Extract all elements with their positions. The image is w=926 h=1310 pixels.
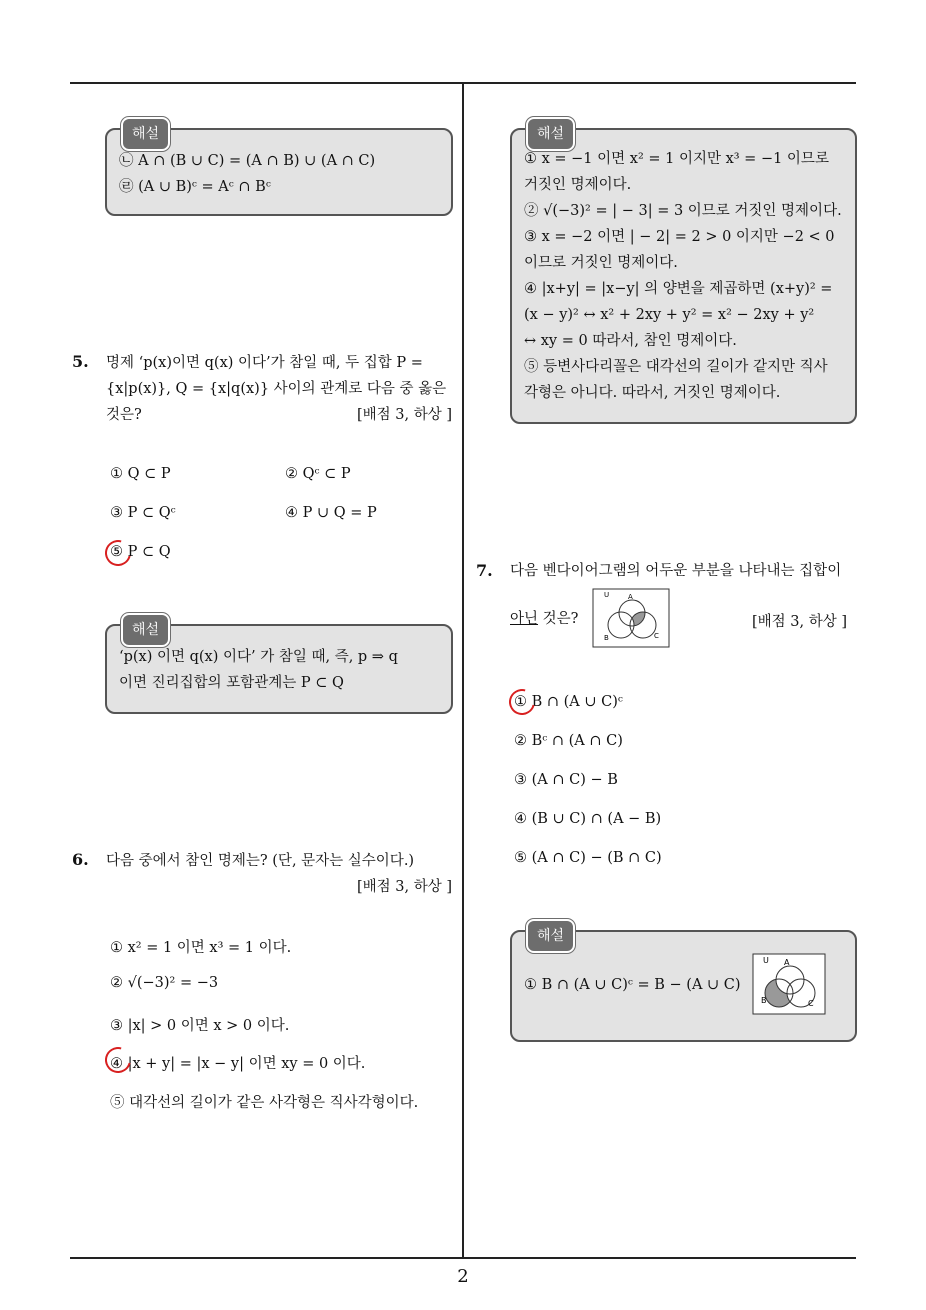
venn-label-u: U (604, 591, 610, 599)
explanation-box-4 (105, 128, 453, 216)
question-text-line2 (510, 606, 578, 632)
explanation-line: (x − y)² ↔ x² + 2xy + y² = x² − 2xy + y² (524, 307, 815, 323)
option-5[interactable]: ⑤ P ⊂ Q (110, 544, 171, 560)
venn-label-a: A (784, 958, 790, 967)
question-text (106, 848, 452, 900)
answer-mark (100, 535, 136, 571)
option-4[interactable]: ④ |x + y| = |x − y| 이면 xy = 0 이다. (110, 1056, 366, 1072)
explanation-line: ↔ xy = 0 따라서, 참인 명제이다. (524, 333, 737, 349)
option-1[interactable]: ① x² = 1 이면 x³ = 1 이다. (110, 940, 292, 956)
explanation-tag: 해설 (121, 613, 170, 647)
explanation-tag: 해설 (121, 117, 170, 151)
option-2[interactable]: ② √(−3)² = −3 (110, 975, 219, 991)
score-label: [배점 3, 하상 ] (356, 879, 452, 895)
underline-word: 아닌 (510, 611, 539, 627)
explanation-tag: 해설 (526, 919, 575, 953)
option-2[interactable]: ② Bᶜ ∩ (A ∩ C) (514, 733, 623, 749)
question-text (510, 558, 858, 584)
option-1[interactable]: ① Q ⊂ P (110, 466, 171, 482)
question-6-text: 다음 중에서 참인 명제는? (단, 문자는 실수이다.) (106, 853, 415, 869)
explanation-line: ② √(−3)² = | − 3| = 3 이므로 거짓인 명제이다. (524, 203, 842, 219)
question-7-text-end: 것은? (538, 611, 579, 627)
answer-mark (504, 684, 540, 720)
explanation-line: ① x = −1 이면 x² = 1 이지만 x³ = −1 이므로 (524, 151, 829, 167)
option-1[interactable]: ① B ∩ (A ∪ C)ᶜ (514, 694, 623, 710)
explanation-line: ㉣ (A ∪ B)ᶜ = Aᶜ ∩ Bᶜ (119, 179, 271, 195)
question-number: 5. (72, 352, 89, 371)
option-2[interactable]: ② Qᶜ ⊂ P (285, 466, 351, 482)
option-3[interactable]: ③ (A ∩ C) − B (514, 772, 618, 788)
venn-label-b: B (604, 634, 609, 642)
page-number: 2 (457, 1266, 469, 1287)
venn-diagram-answer (752, 953, 826, 1015)
venn-label-u: U (763, 956, 769, 965)
explanation-line: ① B ∩ (A ∪ C)ᶜ = B − (A ∪ C) (524, 977, 741, 993)
question-5-text: 명제 ‘p(x)이면 q(x) 이다’가 참일 때, 두 집합 P = {x|p(x)}, Q = {x|q(x)} 사이의 관계로 다음 중 옳은 것은? (106, 355, 447, 423)
bottom-rule (70, 1257, 856, 1259)
explanation-line: ‘p(x) 이면 q(x) 이다’ 가 참일 때, 즉, p ⇒ q (119, 649, 398, 665)
option-3[interactable]: ③ P ⊂ Qᶜ (110, 505, 176, 521)
venn-label-a: A (628, 593, 633, 601)
explanation-box-5 (105, 624, 453, 714)
explanation-line: 이므로 거짓인 명제이다. (524, 255, 678, 271)
explanation-tag: 해설 (526, 117, 575, 151)
option-5[interactable]: ⑤ (A ∩ C) − (B ∩ C) (514, 850, 662, 866)
score-label: [배점 3, 하상 ] (752, 614, 848, 630)
question-number: 6. (72, 850, 89, 869)
explanation-line: ④ |x+y| = |x−y| 의 양변을 제곱하면 (x+y)² = (524, 281, 833, 297)
explanation-line: ㉡ A ∩ (B ∪ C) = (A ∩ B) ∪ (A ∩ C) (119, 153, 376, 169)
explanation-line: ③ x = −2 이면 | − 2| = 2 > 0 이지만 −2 < 0 (524, 229, 835, 245)
option-5[interactable]: ⑤ 대각선의 길이가 같은 사각형은 직사각형이다. (110, 1095, 419, 1111)
explanation-box-6 (510, 128, 857, 424)
option-3[interactable]: ③ |x| > 0 이면 x > 0 이다. (110, 1018, 290, 1034)
question-text (106, 350, 452, 428)
venn-label-c: C (654, 632, 659, 640)
option-4[interactable]: ④ (B ∪ C) ∩ (A − B) (514, 811, 662, 827)
option-4[interactable]: ④ P ∪ Q = P (285, 505, 377, 521)
explanation-line: 거짓인 명제이다. (524, 177, 632, 193)
venn-diagram (592, 588, 670, 648)
explanation-line: ⑤ 등변사다리꼴은 대각선의 길이가 같지만 직사 (524, 359, 828, 375)
question-7-text: 다음 벤다이어그램의 어두운 부분을 나타내는 집합이 (510, 563, 842, 579)
column-divider (462, 82, 464, 1258)
venn-label-c: C (808, 999, 814, 1008)
score-label: [배점 3, 하상 ] (356, 407, 452, 423)
explanation-line: 이면 진리집합의 포함관계는 P ⊂ Q (119, 675, 344, 691)
explanation-line: 각형은 아니다. 따라서, 거짓인 명제이다. (524, 385, 781, 401)
venn-label-b: B (761, 996, 767, 1005)
question-number: 7. (476, 561, 493, 580)
